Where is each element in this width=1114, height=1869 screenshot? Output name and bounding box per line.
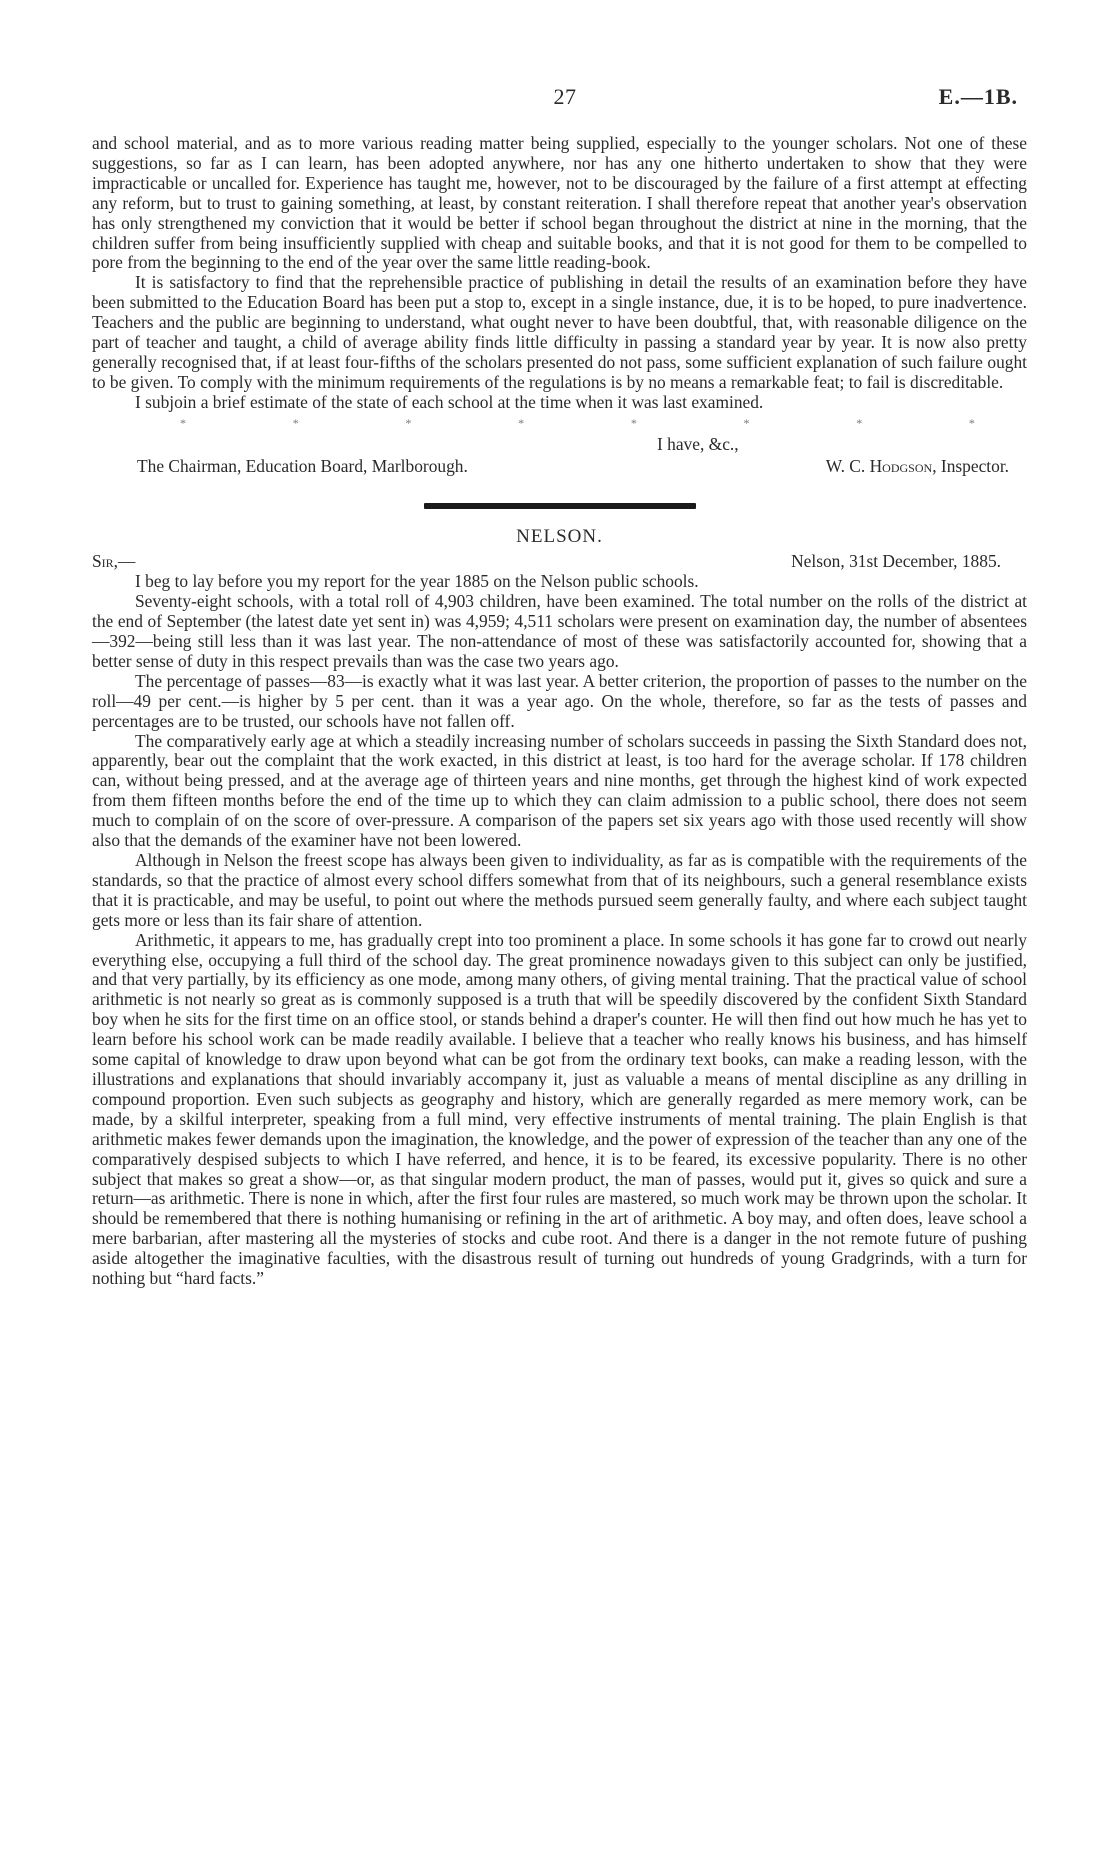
paragraph: Although in Nelson the freest scope has always been given to individuality, as far as is compatible with the requirements of the standards, so that the practice of almost every school differs somewhat from that of its neighbours, such a general resemblance exists that it is practicable, and may be useful, to point out where the methods pursued seem generally faulty, and where each subject taught gets more or less than its fair share of attention. [92, 850, 1027, 930]
section-divider [424, 503, 696, 509]
ellipsis-stars [92, 415, 1027, 431]
paragraph: Seventy-eight schools, with a total roll of 4,903 children, have been examined. The total number on the rolls of the district at the end of September (the latest date yet sent in) was 4,959; 4,511 scholars were present on examination day, the number of absentees—392—being still less than it was last year. The non-attendance of most of these was satisfactorily accounted for, showing that a better sense of duty in this respect prevails than was the case two years ago. [92, 591, 1027, 671]
star-glyph: * [630, 415, 637, 430]
star-glyph: * [292, 415, 299, 430]
letter-closing: I have, &c., [657, 433, 739, 454]
star-glyph: * [405, 415, 412, 430]
star-glyph: * [968, 415, 975, 430]
place-date: Nelson, 31st December, 1885. [791, 551, 1001, 572]
signature-name: Hodgson, [869, 455, 937, 476]
paragraph: Arithmetic, it appears to me, has gradually crept into too prominent a place. In some schools it has gone far to crowd out nearly everything else, occupying a full third of the school day. The great prominence nowadays given to this subject can only be justified, and that very partially, by its efficiency as one mode, among many others, of giving mental training. That the practical value of school arithmetic is not nearly so great as is commonly supposed is a truth that will be speedily discovered by the confident Sixth Standard boy when he sits for the first time on an office stool, or stands behind a draper's counter. He will then find out how much he has yet to learn before his school work can be made readily available. I believe that a teacher who really knows his business, and has himself some capital of knowledge to draw upon beyond what can be got from the ordinary text books, can make a reading lesson, with the illustrations and explanations that should invariably accompany it, just as valuable a means of mental discipline as any drilling in compound proportion. Even such subjects as geography and history, which are generally regarded as mere memory work, can be made, by a skilful interpreter, speaking from a full mind, very effective instruments of mental training. The plain English is that arithmetic makes fewer demands upon the imagination, the knowledge, and the power of expression of the teacher than any one of the comparatively despised subjects to which I have referred, and hence, it is to be feared, its excessive popularity. There is no other subject that makes so great a show—or, as that singular modern product, the man of passes, would put it, gives so quick and sure a return—as arithmetic. There is none in which, after the first four rules are mastered, so much work may be thrown upon the scholar. It should be remembered that there is nothing humanising or refining in the art of arithmetic. A boy may, and often does, leave school a mere barbarian, after mastering all the mysteries of stocks and cube root. And there is a danger in the not remote future of pushing aside altogether the imaginative faculties, with the disastrous result of turning out hundreds of young Gradgrinds, with a turn for nothing but “hard facts.” [92, 929, 1027, 1289]
star-glyph: * [856, 415, 863, 430]
signature-title: Inspector. [940, 455, 1009, 476]
salutation: Sir,— [92, 551, 136, 572]
page-body [92, 134, 1027, 1289]
paragraph: I beg to lay before you my report for the year 1885 on the Nelson public schools. [135, 571, 699, 592]
signature [826, 457, 1009, 477]
paragraph: The percentage of passes—83—is exactly what it was last year. A better criterion, the proportion of passes to the number on the roll—49 per cent.—is higher by 5 per cent. than it was a year ago. On the whole, therefore, so far as the tests of passes and percentages are to be trusted, our schools have not fallen off. [92, 670, 1027, 731]
previous-report-conclusion [92, 134, 1027, 477]
page-number: 27 [553, 84, 577, 109]
nelson-report [92, 527, 1027, 1289]
star-glyph: * [743, 415, 750, 430]
document-reference: E.—1B. [938, 84, 1018, 109]
section-heading: NELSON. [516, 525, 603, 547]
salutation-row [92, 552, 1027, 572]
paragraph: I subjoin a brief estimate of the state of each school at the time when it was last examined. [135, 391, 764, 412]
paragraph: and school material, and as to more various reading matter being supplied, especially to the younger scholars. Not one of these suggestions, so far as I can learn, has been adopted anywhere, nor has any one hitherto undertaken to show that they were impracticable or uncalled for. Experience has taught me, however, not to be discouraged by the failure of a first attempt at effecting any reform, but to trust to gaining something, at least, by constant reiteration. I shall therefore repeat that another year's observation has only strengthened my conviction that it would be better if school began throughout the district at nine in the morning, that the children suffer from being insufficiently supplied with cheap and suitable books, and that it is not good for them to be compelled to pore from the beginning to the end of the year over the same little reading-book. [92, 133, 1027, 273]
star-glyph: * [180, 415, 186, 430]
addressee: The Chairman, Education Board, Marlborough. [137, 455, 468, 476]
paragraph: The comparatively early age at which a steadily increasing number of scholars succeeds in passing the Sixth Standard does not, apparently, bear out the complaint that the work exacted, in this district at least, is too hard for the average scholar. If 178 children can, without being pressed, and at the average age of thirteen years and nine months, get through the highest kind of work expected from them fifteen months before the end of the time up to which they can claim admission to a public school, there does not seem much to complain of on the score of over-pressure. A comparison of the papers set six years ago with those used recently will show also that the demands of the examiner have not been lowered. [92, 730, 1027, 851]
signature-initials: W. C. [825, 455, 866, 476]
paragraph: It is satisfactory to find that the reprehensible practice of publishing in detail the results of an examination before they have been submitted to the Education Board has been put a stop to, except in a single instance, due, it is to be hoped, to pure inadvertence. Teachers and the public are beginning to understand, what ought never to have been doubtful, that, with reasonable diligence on the part of teacher and taught, a child of average ability finds little difficulty in passing a standard year by year. It is now also pretty generally recognised that, if at least four-fifths of the scholars presented do not pass, some sufficient explanation of such failure ought to be given. To comply with the minimum requirements of the regulations is by no means a remarkable feat; to fail is discreditable. [92, 272, 1027, 392]
star-glyph: * [518, 415, 525, 430]
letter-signoff [92, 457, 1027, 477]
